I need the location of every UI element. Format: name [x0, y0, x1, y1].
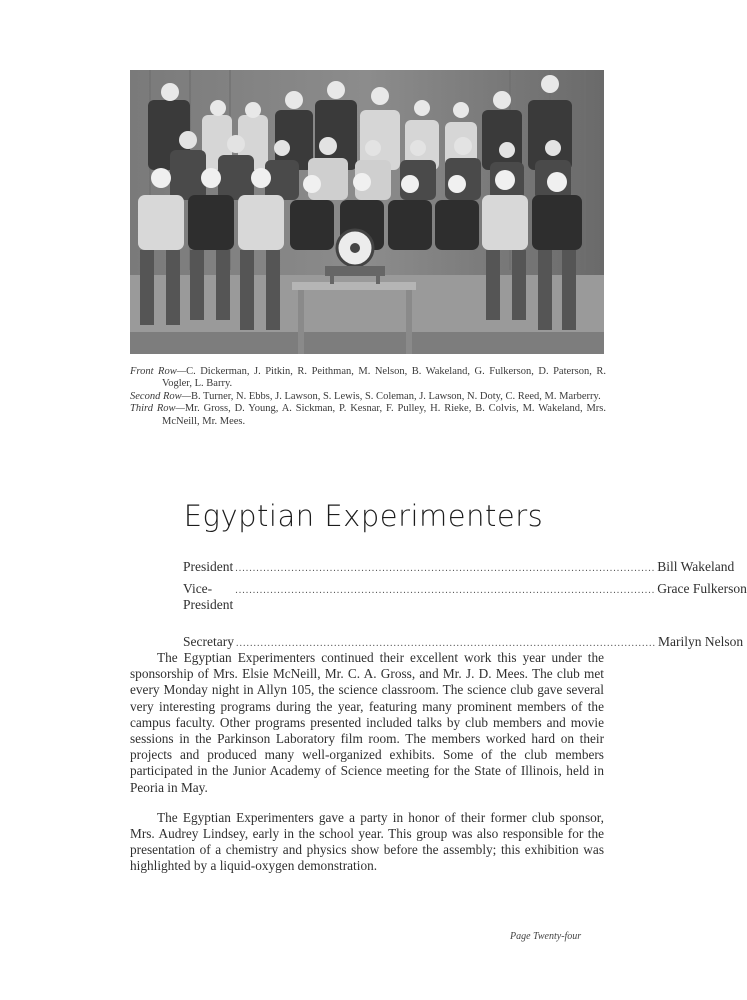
- caption-row-names: B. Turner, N. Ebbs, J. Lawson, S. Lewis, S. Coleman, J. Lawson, N. Doty, C. Reed, M. Marberry.: [190, 390, 601, 402]
- leader-dots: ........................................................................................................................: [235, 563, 656, 574]
- article-body: [130, 650, 604, 889]
- officer-role: Secretary: [183, 634, 234, 649]
- caption-row-second: Second Row—B. Turner, N. Ebbs, J. Lawson, S. Lewis, S. Coleman, J. Lawson, N. Doty, C. Reed, M. Marberry.: [130, 390, 601, 402]
- group-photo: [130, 70, 604, 354]
- photo-caption: [130, 366, 606, 428]
- body-paragraph: The Egyptian Experimenters continued their excellent work this year under the sponsorship of Mrs. Elsie McNeill, Mr. C. A. Gross, and Mr. J. D. Mees. The club met every Monday night in Allyn 105, the science classroom. The science club gave several very interesting programs during the year, featuring many prominent members of the campus faculty. Other programs presented included talks by club members and movie sessions in the Parkinson Laboratory film room. The members worked hard on their projects and produced many well-organized exhibits. Some of the club members participated in the Junior Academy of Science meeting for the State of Illinois, held in Peoria in May.: [130, 650, 604, 795]
- caption-row-label: Second Row: [130, 390, 182, 402]
- caption-row-front: Front Row—C. Dickerman, J. Pitkin, R. Peithman, M. Nelson, B. Wakeland, G. Fulkerson, D. Paterson, R. Vogler, L. Barry.: [130, 366, 607, 390]
- body-paragraph: The Egyptian Experimenters gave a party in honor of their former club sponsor, Mrs. Audrey Lindsey, early in the school year. This group was also responsible for the presentation of a chemistry and physics show before the assembly; this exhibition was highlighted by a liquid-oxygen demonstration.: [130, 809, 604, 874]
- leader-dots: ........................................................................................................................: [235, 585, 656, 596]
- officer-name: Bill Wakeland: [657, 559, 735, 574]
- officer-role: President: [183, 559, 234, 574]
- page-title: Egyptian Experimenters: [183, 499, 544, 533]
- caption-row-names: Mr. Gross, D. Young, A. Sickman, P. Kesnar, F. Pulley, H. Rieke, B. Colvis, M. Wakeland, Mrs. McNeill, Mr. Mees.: [162, 403, 606, 427]
- caption-row-label: Front Row: [130, 366, 177, 377]
- caption-row-label: Third Row: [130, 403, 176, 415]
- officer-name: Marilyn Nelson: [657, 634, 744, 649]
- caption-row-third: Third Row—Mr. Gross, D. Young, A. Sickman, P. Kesnar, F. Pulley, H. Rieke, B. Colvis, M. Wakeland, Mrs. McNeill, Mr. Mees.: [130, 403, 606, 427]
- caption-row-names: C. Dickerman, J. Pitkin, R. Peithman, M. Nelson, B. Wakeland, G. Fulkerson, D. Paterson, R. Vogler, L. Barry.: [162, 366, 607, 390]
- leader-dots: ........................................................................................................................: [235, 638, 656, 649]
- page-number: Page Twenty-four: [510, 931, 582, 942]
- officer-secretary: [183, 634, 744, 650]
- officer-president: [183, 559, 735, 575]
- officer-role: Vice-President: [183, 581, 234, 612]
- officer-vice-president: [183, 581, 747, 613]
- officer-name: Grace Fulkerson: [657, 581, 747, 596]
- group-photo-image: [130, 70, 604, 354]
